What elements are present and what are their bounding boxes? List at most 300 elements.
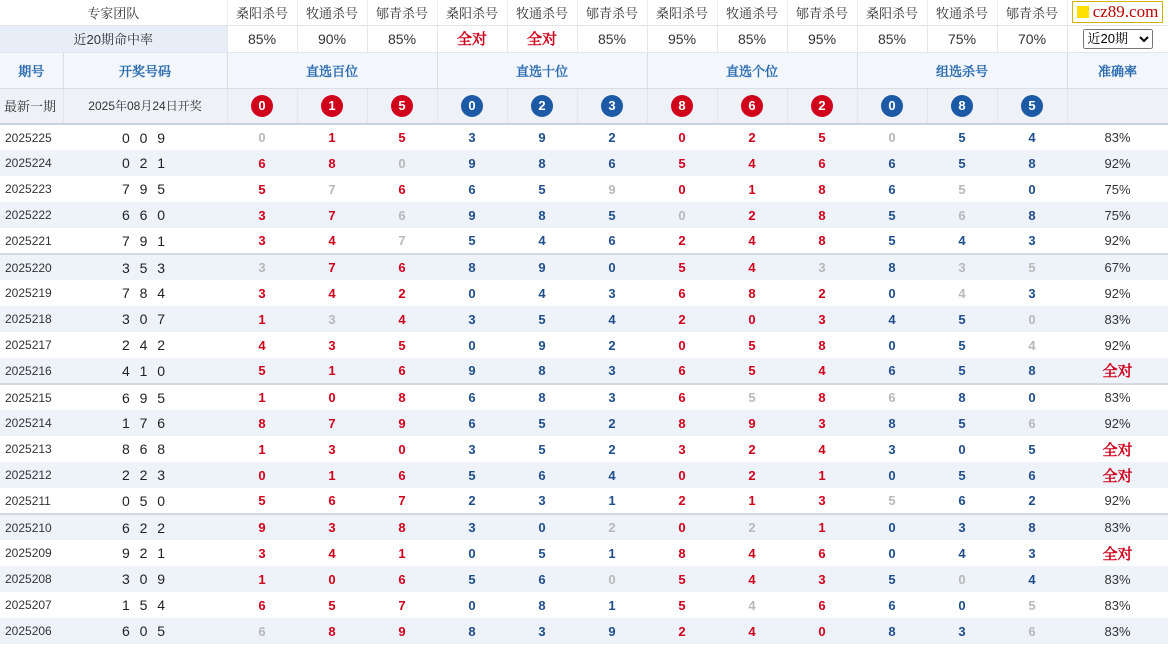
kill-number: 1	[787, 462, 857, 488]
period-number: 2025225	[5, 130, 52, 145]
history-row	[0, 488, 1168, 514]
kill-number: 0	[468, 285, 476, 301]
kill-number: 3	[297, 514, 367, 540]
hit-rate-value: 70%	[1018, 30, 1047, 47]
kill-number: 5	[647, 150, 717, 176]
accuracy-rate: 75%	[1104, 181, 1131, 197]
prediction-ball: 8	[671, 95, 693, 117]
full-hit-rate: 全对	[527, 31, 558, 48]
kill-number-missed: 0	[577, 566, 647, 592]
prediction-ball: 1	[321, 95, 343, 117]
kill-number: 1	[258, 441, 266, 457]
draw-numbers: 0 2 1	[63, 150, 227, 176]
kill-number: 3	[678, 441, 686, 457]
kill-number: 2	[468, 493, 476, 508]
expert-name: 郇青杀号	[997, 0, 1067, 25]
hit-rate-cell	[647, 25, 717, 52]
kill-number: 8	[437, 254, 507, 280]
history-row	[0, 124, 1168, 150]
kill-number: 1	[748, 181, 756, 197]
kill-number: 6	[818, 545, 826, 561]
kill-number: 1	[748, 493, 756, 508]
kill-number: 9	[577, 618, 647, 644]
kill-number: 4	[328, 233, 336, 248]
prediction-ball-cell	[997, 88, 1067, 124]
kill-number: 9	[437, 150, 507, 176]
kill-number: 2	[577, 410, 647, 436]
kill-number: 1	[398, 545, 406, 561]
history-row	[0, 332, 1168, 358]
kill-number-missed: 7	[328, 181, 336, 197]
kill-number: 0	[647, 462, 717, 488]
kill-number: 3	[577, 358, 647, 384]
prediction-ball: 0	[461, 95, 483, 117]
kill-number: 5	[927, 410, 997, 436]
draw-numbers: 8 6 8	[121, 441, 169, 457]
prediction-ball-cell	[647, 88, 717, 124]
kill-number: 4	[958, 545, 966, 561]
cz89-logo[interactable]	[1072, 1, 1164, 23]
kill-number: 5	[717, 358, 787, 384]
kill-number: 0	[468, 337, 476, 353]
kill-number-missed: 4	[958, 285, 966, 301]
kill-number: 9	[538, 337, 546, 353]
kill-number: 4	[1028, 130, 1036, 145]
kill-number: 0	[1028, 181, 1036, 197]
kill-number: 8	[297, 150, 367, 176]
period-number: 2025211	[5, 493, 51, 508]
draw-header: 开奖号码	[63, 52, 227, 88]
period-number: 2025218	[0, 306, 63, 332]
expert-name: 郇青杀号	[787, 0, 857, 25]
kill-number: 4	[997, 566, 1067, 592]
kill-number: 4	[717, 254, 787, 280]
draw-numbers: 7 9 5	[121, 181, 169, 197]
kill-number: 0	[297, 384, 367, 410]
history-row	[0, 280, 1168, 306]
expert-name: 郇青杀号	[367, 0, 437, 25]
kill-number: 5	[507, 306, 577, 332]
kill-number: 5	[468, 233, 476, 248]
hit-rate-cell	[787, 25, 857, 52]
prediction-ball-cell	[717, 88, 787, 124]
kill-number: 0	[678, 181, 686, 197]
kill-number: 6	[888, 597, 896, 613]
kill-number-missed: 0	[258, 130, 266, 145]
kill-number: 5	[437, 566, 507, 592]
kill-number-missed: 7	[398, 233, 406, 248]
hit-rate-value: 85%	[388, 30, 417, 47]
prediction-ball: 8	[951, 95, 973, 117]
prediction-ball: 3	[601, 95, 623, 117]
kill-number-missed: 0	[367, 150, 437, 176]
kill-number-missed: 6	[997, 410, 1067, 436]
kill-number: 3	[328, 337, 336, 353]
accuracy-rate: 全对	[1067, 462, 1168, 488]
kill-number: 8	[787, 202, 857, 228]
period-number: 2025215	[0, 384, 63, 410]
kill-number: 7	[398, 597, 406, 613]
history-rows	[0, 124, 1168, 644]
kill-number: 5	[647, 254, 717, 280]
group-header-combo: 组选杀号	[857, 52, 1067, 88]
kill-number-missed: 0	[888, 130, 896, 145]
accuracy-rate: 67%	[1067, 254, 1168, 280]
hit-rate-value: 95%	[808, 30, 837, 47]
latest-period-row	[0, 88, 1168, 124]
kill-number: 5	[857, 202, 927, 228]
kill-number: 4	[717, 566, 787, 592]
kill-number: 5	[818, 130, 826, 145]
prediction-ball: 5	[391, 95, 413, 117]
accuracy-rate: 92%	[1104, 233, 1131, 248]
kill-number: 5	[328, 597, 336, 613]
group-header-units: 直选个位	[647, 52, 857, 88]
hit-rate-value: 85%	[738, 30, 767, 47]
hit-rate-value: 85%	[878, 30, 907, 47]
expert-name: 桑阳杀号	[437, 0, 507, 25]
accuracy-rate: 83%	[1104, 597, 1131, 613]
accuracy-rate: 全对	[1102, 545, 1133, 563]
kill-number: 4	[818, 441, 826, 457]
kill-number: 2	[1028, 493, 1036, 508]
kill-number: 1	[608, 597, 616, 613]
kill-number: 8	[857, 254, 927, 280]
kill-number: 6	[227, 150, 297, 176]
kill-number: 8	[997, 150, 1067, 176]
kill-number: 6	[398, 181, 406, 197]
kill-number: 6	[468, 181, 476, 197]
kill-number: 3	[577, 384, 647, 410]
kill-number: 3	[608, 285, 616, 301]
prediction-ball-cell	[577, 88, 647, 124]
logo-text: cz89.com	[1092, 2, 1159, 22]
hit-rate-cell	[367, 25, 437, 52]
kill-number: 3	[927, 618, 997, 644]
kill-number: 8	[507, 358, 577, 384]
kill-number-missed: 4	[1028, 337, 1036, 353]
kill-number: 4	[717, 150, 787, 176]
kill-number: 9	[437, 358, 507, 384]
period-number: 2025220	[0, 254, 63, 280]
group-header-tens: 直选十位	[437, 52, 647, 88]
expert-header-row	[0, 0, 1168, 25]
logo-square-icon	[1077, 6, 1089, 18]
kill-number: 8	[818, 233, 826, 248]
kill-number: 1	[227, 384, 297, 410]
kill-number: 3	[468, 130, 476, 145]
kill-number: 0	[958, 441, 966, 457]
history-row	[0, 410, 1168, 436]
kill-number: 5	[398, 337, 406, 353]
accuracy-rate: 92%	[1104, 337, 1131, 353]
kill-number: 8	[367, 384, 437, 410]
kill-number: 4	[748, 233, 756, 248]
accuracy-rate: 92%	[1067, 410, 1168, 436]
hit-rate-cell	[437, 25, 507, 52]
prediction-ball-cell	[297, 88, 367, 124]
team-label: 专家团队	[0, 0, 227, 25]
kill-number: 5	[748, 337, 756, 353]
kill-number: 5	[647, 566, 717, 592]
prediction-ball-cell	[787, 88, 857, 124]
kill-number: 3	[227, 202, 297, 228]
kill-number: 2	[717, 462, 787, 488]
draw-numbers: 0 5 0	[121, 492, 169, 509]
kill-number: 5	[958, 130, 966, 145]
kill-number: 9	[367, 618, 437, 644]
prediction-ball-cell	[927, 88, 997, 124]
kill-number: 0	[958, 597, 966, 613]
kill-number-missed: 2	[717, 514, 787, 540]
kill-number: 8	[748, 285, 756, 301]
kill-number: 6	[328, 493, 336, 508]
kill-number: 6	[958, 493, 966, 508]
kill-number: 0	[507, 514, 577, 540]
history-row	[0, 202, 1168, 228]
prediction-ball-cell	[367, 88, 437, 124]
history-row	[0, 540, 1168, 566]
kill-number: 4	[538, 233, 546, 248]
kill-number: 6	[437, 384, 507, 410]
kill-number: 6	[437, 410, 507, 436]
expert-name: 桑阳杀号	[227, 0, 297, 25]
hit-rate-cell	[717, 25, 787, 52]
prediction-ball: 0	[881, 95, 903, 117]
full-hit-rate: 全对	[457, 31, 488, 48]
period-number: 2025209	[5, 546, 52, 560]
kill-number: 8	[507, 384, 577, 410]
kill-number-missed: 0	[997, 306, 1067, 332]
draw-numbers: 3 0 9	[63, 566, 227, 592]
kill-number: 1	[787, 514, 857, 540]
draw-numbers: 7 9 1	[121, 232, 169, 249]
kill-number: 5	[398, 130, 406, 145]
kill-number: 1	[328, 130, 336, 145]
period-range-select[interactable]	[1083, 29, 1153, 49]
kill-number: 5	[1028, 441, 1036, 457]
kill-number: 2	[647, 306, 717, 332]
hit-rate-label: 近20期命中率	[0, 25, 227, 52]
kill-number: 3	[258, 545, 266, 561]
kill-number: 8	[297, 618, 367, 644]
kill-number: 0	[297, 566, 367, 592]
kill-number-missed: 5	[717, 384, 787, 410]
kill-number-missed: 5	[888, 493, 896, 508]
kill-number: 6	[258, 597, 266, 613]
kill-number: 3	[538, 493, 546, 508]
kill-number: 8	[227, 410, 297, 436]
period-number: 2025221	[5, 233, 52, 248]
accuracy-rate: 83%	[1067, 514, 1168, 540]
expert-name: 牧通杀号	[507, 0, 577, 25]
kill-number: 6	[577, 150, 647, 176]
kill-number: 5	[227, 358, 297, 384]
kill-number: 3	[888, 441, 896, 457]
kill-number: 6	[888, 181, 896, 197]
accuracy-rate: 全对	[1067, 358, 1168, 384]
period-number: 2025208	[0, 566, 63, 592]
kill-number: 5	[678, 597, 686, 613]
draw-numbers: 4 1 0	[63, 358, 227, 384]
kill-number: 8	[787, 384, 857, 410]
hit-rate-cell	[297, 25, 367, 52]
kill-number: 6	[367, 462, 437, 488]
draw-numbers: 1 7 6	[63, 410, 227, 436]
latest-label: 最新一期	[0, 88, 63, 124]
draw-numbers: 3 5 3	[63, 254, 227, 280]
history-row	[0, 592, 1168, 618]
kill-number: 3	[818, 493, 826, 508]
kill-number: 8	[507, 150, 577, 176]
kill-number: 2	[608, 130, 616, 145]
prediction-ball: 6	[741, 95, 763, 117]
period-number: 2025219	[5, 286, 52, 300]
kill-number: 2	[818, 285, 826, 301]
accuracy-header: 准确率	[1067, 52, 1168, 88]
draw-numbers: 9 2 1	[121, 545, 169, 561]
kill-number: 8	[997, 202, 1067, 228]
accuracy-rate: 全对	[1102, 441, 1133, 459]
kill-number: 8	[367, 514, 437, 540]
kill-number: 0	[678, 130, 686, 145]
expert-name: 桑阳杀号	[857, 0, 927, 25]
prediction-ball-cell	[227, 88, 297, 124]
kill-number: 3	[1028, 285, 1036, 301]
expert-name: 牧通杀号	[297, 0, 367, 25]
kill-number: 9	[367, 410, 437, 436]
kill-number: 5	[507, 410, 577, 436]
kill-number: 4	[538, 285, 546, 301]
kill-number: 9	[717, 410, 787, 436]
kill-number: 5	[927, 358, 997, 384]
kill-number: 0	[647, 514, 717, 540]
kill-number: 5	[927, 150, 997, 176]
kill-number: 3	[927, 514, 997, 540]
kill-number: 2	[608, 337, 616, 353]
kill-number: 8	[678, 545, 686, 561]
kill-number-missed: 0	[927, 566, 997, 592]
kill-number: 4	[258, 337, 266, 353]
kill-number: 8	[818, 337, 826, 353]
kill-number-missed: 6	[367, 202, 437, 228]
kill-number-missed: 5	[1028, 597, 1036, 613]
kill-number: 9	[507, 254, 577, 280]
kill-number: 6	[857, 358, 927, 384]
period-number: 2025207	[5, 598, 52, 612]
period-number: 2025223	[5, 182, 52, 196]
kill-number-missed: 0	[647, 202, 717, 228]
draw-numbers: 3 0 7	[63, 306, 227, 332]
kill-number: 5	[538, 441, 546, 457]
period-header: 期号	[0, 52, 63, 88]
kill-number: 5	[437, 462, 507, 488]
kill-number: 8	[997, 514, 1067, 540]
kill-number: 2	[717, 202, 787, 228]
history-row	[0, 228, 1168, 254]
hit-rate-value: 85%	[598, 30, 627, 47]
kill-number: 5	[857, 566, 927, 592]
kill-number: 6	[608, 233, 616, 248]
kill-number: 1	[297, 462, 367, 488]
kill-number: 3	[258, 233, 266, 248]
draw-numbers: 1 5 4	[121, 597, 169, 613]
kill-number: 7	[297, 202, 367, 228]
kill-number: 5	[258, 493, 266, 508]
kill-number: 0	[787, 618, 857, 644]
kill-number-missed: 3	[297, 306, 367, 332]
kill-number: 8	[857, 410, 927, 436]
kill-number: 4	[328, 545, 336, 561]
kill-number-missed: 3	[787, 254, 857, 280]
history-row	[0, 436, 1168, 462]
period-number: 2025224	[0, 150, 63, 176]
kill-number: 8	[818, 181, 826, 197]
kill-number: 7	[297, 254, 367, 280]
kill-number: 3	[328, 441, 336, 457]
kill-number: 5	[538, 181, 546, 197]
group-header-hundreds: 直选百位	[227, 52, 437, 88]
history-row	[0, 150, 1168, 176]
kill-number-missed: 6	[857, 384, 927, 410]
kill-number: 8	[927, 384, 997, 410]
kill-number: 3	[437, 306, 507, 332]
kill-number: 2	[748, 130, 756, 145]
prediction-ball: 5	[1021, 95, 1043, 117]
kill-number: 0	[857, 514, 927, 540]
kill-number: 0	[678, 337, 686, 353]
period-select-cell	[1067, 25, 1168, 52]
kill-number: 6	[647, 384, 717, 410]
accuracy-rate: 83%	[1104, 130, 1131, 145]
kill-number: 1	[297, 358, 367, 384]
hit-rate-row	[0, 25, 1168, 52]
accuracy-rate: 83%	[1067, 618, 1168, 644]
prediction-ball: 2	[811, 95, 833, 117]
period-number: 2025212	[0, 462, 63, 488]
kill-number: 6	[507, 462, 577, 488]
kill-number: 4	[748, 545, 756, 561]
kill-number: 5	[577, 202, 647, 228]
kill-number: 3	[787, 566, 857, 592]
kill-number-missed: 5	[958, 181, 966, 197]
expert-name: 牧通杀号	[717, 0, 787, 25]
kill-number: 7	[297, 410, 367, 436]
kill-number: 4	[787, 358, 857, 384]
accuracy-rate: 92%	[1104, 285, 1131, 301]
kill-number: 6	[367, 566, 437, 592]
kill-number: 5	[927, 306, 997, 332]
kill-number: 2	[678, 493, 686, 508]
kill-number: 7	[398, 493, 406, 508]
draw-numbers: 2 4 2	[121, 337, 169, 353]
kill-number: 9	[437, 202, 507, 228]
accuracy-rate: 75%	[1067, 202, 1168, 228]
kill-number-missed: 2	[577, 514, 647, 540]
kill-number: 8	[538, 597, 546, 613]
kill-number: 9	[227, 514, 297, 540]
kill-number: 2	[608, 441, 616, 457]
period-number: 2025206	[0, 618, 63, 644]
hit-rate-cell	[577, 25, 647, 52]
latest-accuracy	[1067, 88, 1168, 124]
kill-number-missed: 4	[748, 597, 756, 613]
hit-rate-cell	[997, 25, 1067, 52]
site-logo[interactable]	[1067, 0, 1168, 25]
kill-number: 4	[328, 285, 336, 301]
kill-number: 3	[468, 441, 476, 457]
history-row	[0, 618, 1168, 644]
